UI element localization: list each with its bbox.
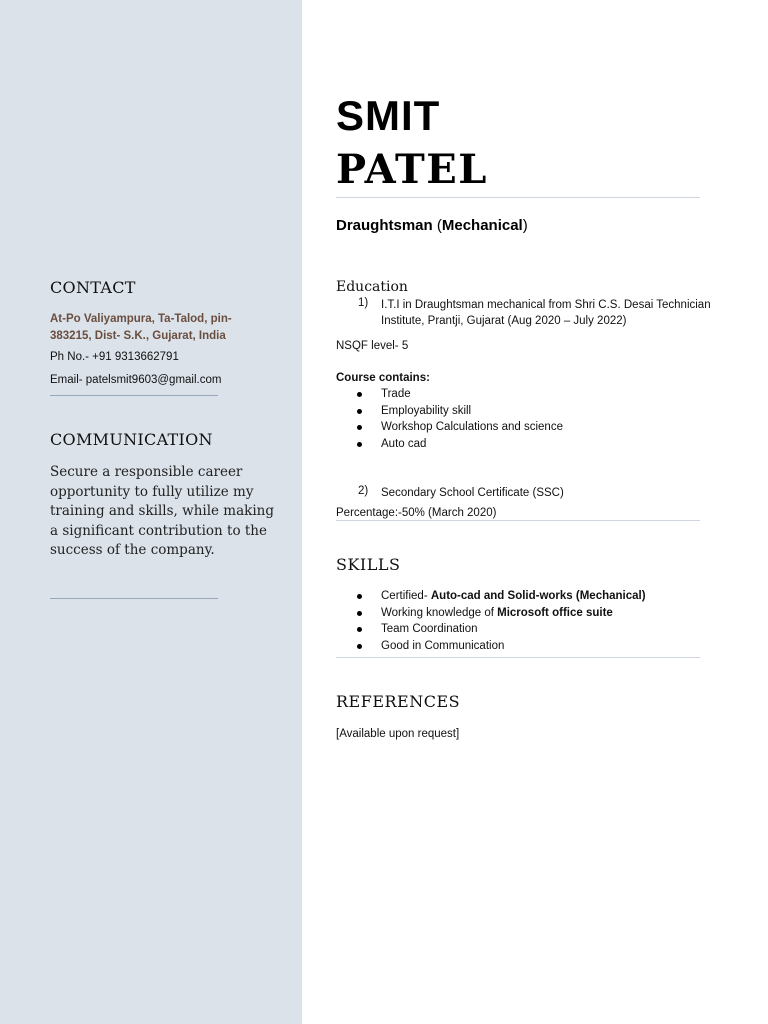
- skill-text: Good in Communication: [381, 639, 505, 652]
- divider: [50, 395, 218, 396]
- communication-text: Secure a responsible career opportunity to fully utilize my training and skills, while making a significant contribution to the success of the company.: [50, 464, 274, 558]
- skill-bold: Auto-cad and Solid-works (Mechanical): [430, 590, 646, 602]
- last-name: PATEL: [336, 146, 488, 193]
- list-item: [356, 436, 563, 453]
- list-item: [356, 386, 563, 403]
- references-text: [Available upon request]: [336, 728, 460, 740]
- list-item: [356, 419, 563, 436]
- list-item: [356, 605, 646, 622]
- list-item-text: Trade: [381, 388, 411, 400]
- bullet-icon: [357, 611, 362, 616]
- list-item: [356, 638, 646, 655]
- bullet-icon: [357, 392, 362, 397]
- job-title: [336, 217, 528, 234]
- list-item: [356, 403, 563, 420]
- contact-address: At-Po Valiyampura, Ta-Talod, pin-383215, Dist- S.K., Gujarat, India: [50, 313, 232, 342]
- education-heading: Education: [336, 279, 408, 295]
- job-paren-open: (: [432, 217, 442, 234]
- course-label: Course contains:: [336, 372, 430, 384]
- job-paren-close: ): [522, 217, 528, 234]
- bullet-icon: [357, 627, 362, 632]
- course-list: [356, 386, 563, 452]
- contact-heading: CONTACT: [50, 278, 136, 297]
- education-item-text: I.T.I in Draughtsman mechanical from Shri C.S. Desai Technician Institute, Prantji, Gujarat (Aug 2020 – July 2022): [381, 299, 711, 327]
- skill-text: Team Coordination: [381, 623, 478, 635]
- bullet-icon: [357, 425, 362, 430]
- list-item-text: Employability skill: [381, 404, 472, 417]
- communication-heading: COMMUNICATION: [50, 430, 213, 449]
- divider: [50, 598, 218, 599]
- skills-list: [356, 588, 646, 654]
- percentage: Percentage:-50% (March 2020): [336, 507, 497, 519]
- skill-prefix: Certified-: [381, 590, 431, 602]
- education-item-text: Secondary School Certificate (SSC): [381, 487, 564, 499]
- job-role: Draughtsman: [336, 217, 433, 234]
- list-item: [356, 621, 646, 638]
- divider: [336, 520, 700, 521]
- skills-heading: SKILLS: [336, 555, 401, 574]
- divider: [336, 657, 700, 658]
- bullet-icon: [357, 594, 362, 599]
- skill-prefix: Working knowledge of: [381, 606, 498, 619]
- skill-bold: Microsoft office suite: [497, 606, 613, 619]
- nsqf-level: NSQF level- 5: [336, 340, 409, 352]
- first-name: SMIT: [336, 92, 441, 139]
- list-item-text: Workshop Calculations and science: [381, 421, 563, 433]
- contact-phone: Ph No.- +91 9313662791: [50, 351, 179, 363]
- divider: [336, 197, 700, 198]
- education-item-number: 2): [358, 485, 369, 497]
- bullet-icon: [357, 644, 362, 649]
- education-item-number: 1): [358, 297, 369, 309]
- list-item: [356, 588, 646, 605]
- bullet-icon: [357, 442, 362, 447]
- contact-email: Email- patelsmit9603@gmail.com: [50, 374, 222, 386]
- bullet-icon: [357, 409, 362, 414]
- references-heading: REFERENCES: [336, 692, 461, 711]
- list-item-text: Auto cad: [381, 437, 427, 450]
- sidebar: [0, 0, 302, 1024]
- job-specialization: Mechanical: [441, 217, 523, 234]
